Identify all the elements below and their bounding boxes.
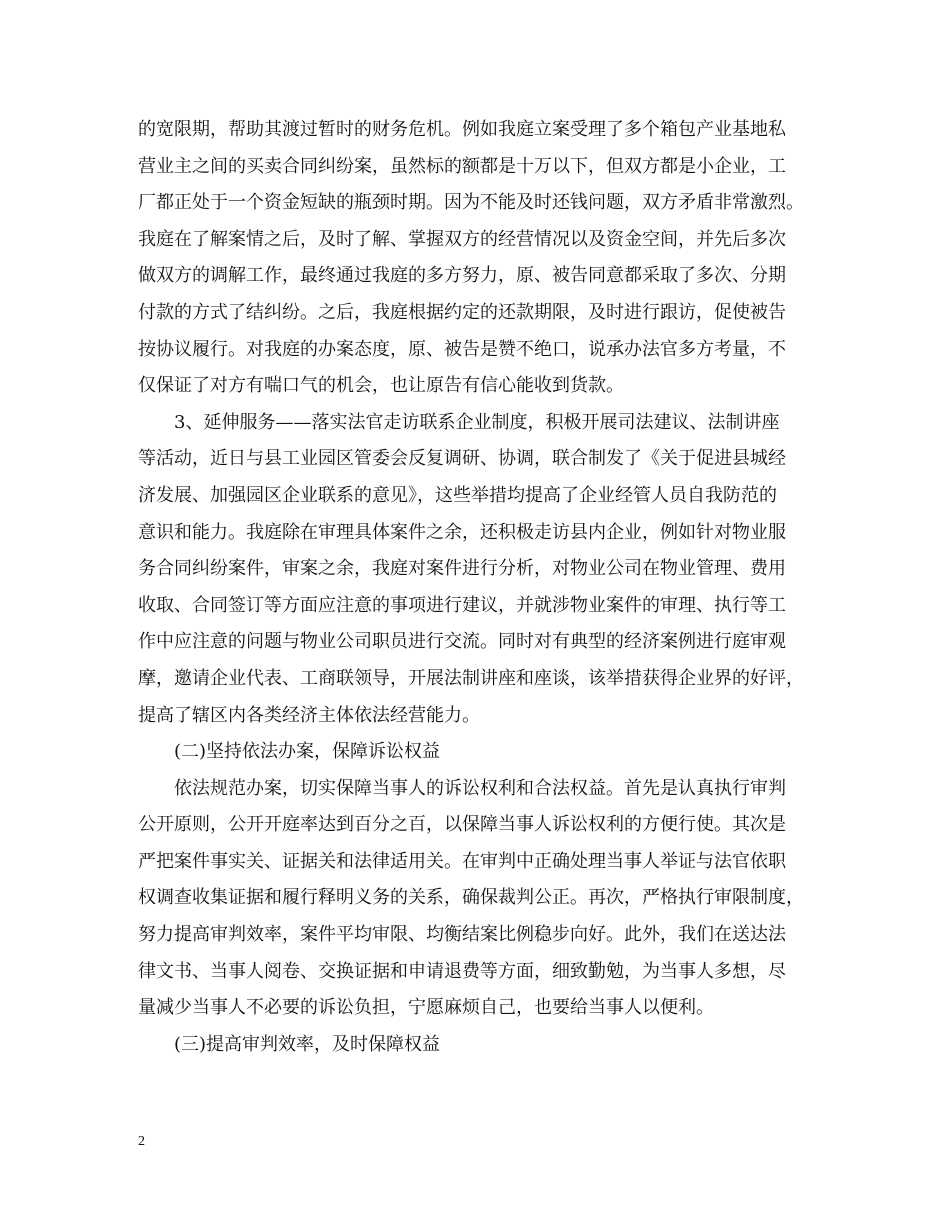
- text-line: 付款的方式了结纠纷。之后，我庭根据约定的还款期限，及时进行跟访，促使被告: [138, 301, 786, 323]
- text-line: 提高了辖区内各类经济主体依法经营能力。: [138, 704, 480, 726]
- document-body: [138, 112, 818, 1063]
- text-line: 作中应注意的问题与物业公司职员进行交流。同时对有典型的经济案例进行庭审观: [138, 631, 786, 653]
- text-line: 厂都正处于一个资金短缺的瓶颈时期。因为不能及时还钱问题，双方矛盾非常激烈。: [138, 192, 804, 214]
- text-line: 律文书、当事人阅卷、交换证据和申请退费等方面，细致勤勉，为当事人多想，尽: [138, 960, 786, 982]
- page-number: 2: [138, 1134, 145, 1149]
- text-line: 的宽限期，帮助其渡过暂时的财务危机。例如我庭立案受理了多个箱包产业基地私: [138, 119, 786, 140]
- text-line: (二)坚持依法办案，保障诉讼权益: [174, 741, 441, 763]
- text-line: (三)提高审判效率，及时保障权益: [174, 1033, 441, 1055]
- text-line: 我庭在了解案情之后，及时了解、掌握双方的经营情况以及资金空间，并先后多次: [138, 228, 786, 250]
- text-line: 等活动，近日与县工业园区管委会反复调研、协调，联合制发了《关于促进县城经: [138, 448, 786, 470]
- text-line: 权调查收集证据和履行释明义务的关系，确保裁判公正。再次，严格执行审限制度，: [138, 887, 804, 909]
- text-line: 营业主之间的买卖合同纠纷案，虽然标的额都是十万以下，但双方都是小企业，工: [138, 155, 786, 177]
- text-line: 量减少当事人不必要的诉讼负担，宁愿麻烦自己，也要给当事人以便利。: [138, 997, 714, 1019]
- text-line: 意识和能力。我庭除在审理具体案件之余，还积极走访县内企业，例如针对物业服: [138, 521, 786, 543]
- text-line: 摩，邀请企业代表、工商联领导，开展法制讲座和座谈，该举措获得企业界的好评，: [138, 667, 804, 689]
- text-line: 按协议履行。对我庭的办案态度，原、被告是赞不绝口，说承办法官多方考量，不: [138, 338, 786, 360]
- text-line: 努力提高审判效率，案件平均审限、均衡结案比例稳步向好。此外，我们在送达法: [138, 924, 786, 946]
- text-line: 做双方的调解工作，最终通过我庭的多方努力，原、被告同意都采取了多次、分期: [138, 265, 786, 287]
- text-line: 公开原则，公开开庭率达到百分之百，以保障当事人诉讼权利的方便行使。其次是: [138, 814, 786, 836]
- text-line: 依法规范办案，切实保障当事人的诉讼权利和合法权益。首先是认真执行审判: [174, 777, 786, 799]
- text-line: 收取、合同签订等方面应注意的事项进行建议，并就涉物业案件的审理、执行等工: [138, 594, 786, 616]
- text-line: 严把案件事实关、证据关和法律适用关。在审判中正确处理当事人举证与法官依职: [138, 850, 786, 872]
- text-line: 仅保证了对方有喘口气的机会，也让原告有信心能收到货款。: [138, 375, 624, 397]
- text-line: 3、延伸服务——落实法官走访联系企业制度，积极开展司法建议、法制讲座: [174, 411, 780, 433]
- text-line: 务合同纠纷案件，审案之余，我庭对案件进行分析，对物业公司在物业管理、费用: [138, 558, 786, 580]
- text-line: 济发展、加强园区企业联系的意见》，这些举措均提高了企业经管人员自我防范的: [138, 484, 777, 506]
